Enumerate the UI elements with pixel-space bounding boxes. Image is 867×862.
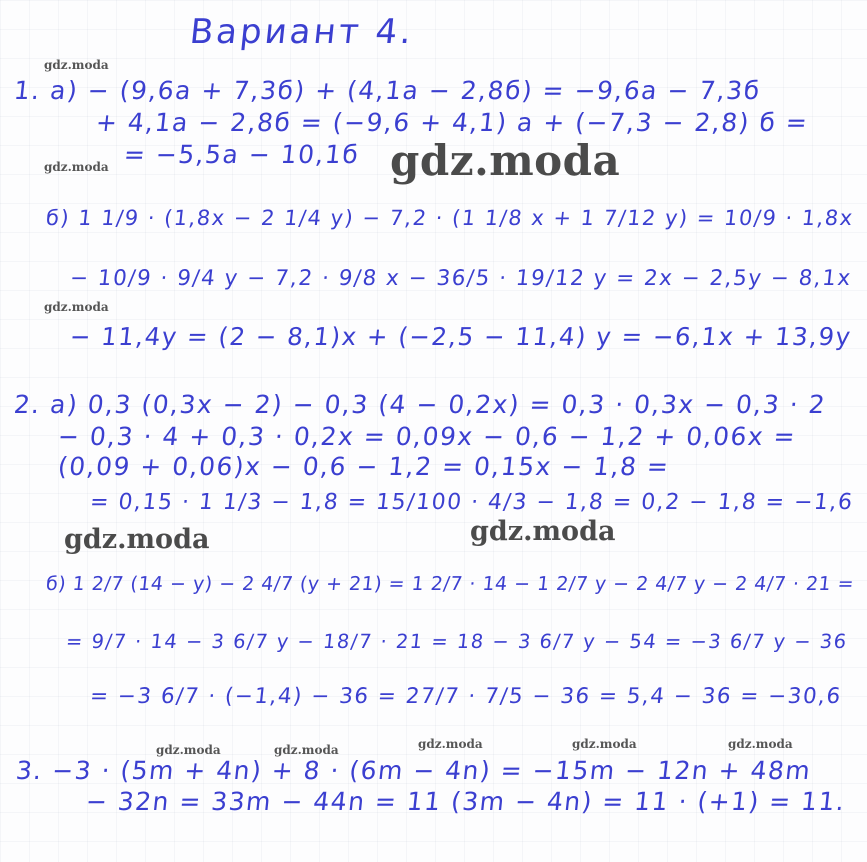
solution-line: + 4,1а − 2,8б = (−9,6 + 4,1) а + (−7,3 − 2,8) б =: [94, 108, 810, 137]
watermark: gdz.moda: [572, 737, 637, 751]
solution-line: − 32n = 33m − 44n = 11 (3m − 4n) = 11 · (+1) = 11.: [84, 787, 847, 816]
watermark: gdz.moda: [156, 743, 221, 757]
watermark-medium: gdz.moda: [470, 516, 616, 547]
solution-line: = 9/7 · 14 − 3 6/7 y − 18/7 · 21 = 18 − 3 6/7 y − 54 = −3 6/7 y − 36: [64, 630, 849, 653]
solution-line: (0,09 + 0,06)x − 0,6 − 1,2 = 0,15x − 1,8 =: [56, 452, 671, 481]
page-title: Вариант 4.: [187, 12, 417, 52]
watermark: gdz.moda: [418, 737, 483, 751]
watermark: gdz.moda: [728, 737, 793, 751]
solution-line: б) 1 2/7 (14 − y) − 2 4/7 (y + 21) = 1 2/7 · 14 − 1 2/7 y − 2 4/7 y − 2 4/7 · 21 =: [44, 573, 856, 595]
solution-line: 1. а) − (9,6а + 7,3б) + (4,1а − 2,8б) = −9,6а − 7,3б: [12, 76, 763, 105]
solution-line: = −5,5а − 10,1б: [122, 140, 361, 169]
solution-line: = 0,15 · 1 1/3 − 1,8 = 15/100 · 4/3 − 1,8 = 0,2 − 1,8 = −1,6: [88, 490, 855, 515]
watermark-large: gdz.moda: [390, 136, 621, 185]
watermark: gdz.moda: [44, 300, 109, 314]
solution-line: = −3 6/7 · (−1,4) − 36 = 27/7 · 7/5 − 36 = 5,4 − 36 = −30,6: [88, 684, 843, 709]
solution-line: 2. а) 0,3 (0,3x − 2) − 0,3 (4 − 0,2x) = 0,3 · 0,3x − 0,3 · 2: [12, 390, 828, 419]
solution-line: − 10/9 · 9/4 y − 7,2 · 9/8 x − 36/5 · 19/12 y = 2x − 2,5y − 8,1x: [68, 266, 853, 291]
solution-line: − 0,3 · 4 + 0,3 · 0,2x = 0,09x − 0,6 − 1,2 + 0,06x =: [56, 422, 798, 451]
watermark-medium: gdz.moda: [64, 524, 210, 555]
solution-line: 3. −3 · (5m + 4n) + 8 · (6m − 4n) = −15m − 12n + 48m: [14, 756, 813, 785]
watermark: gdz.moda: [274, 743, 339, 757]
solution-line: б) 1 1/9 · (1,8x − 2 1/4 y) − 7,2 · (1 1/8 x + 1 7/12 y) = 10/9 · 1,8x: [44, 206, 855, 230]
solution-line: − 11,4y = (2 − 8,1)x + (−2,5 − 11,4) y = −6,1x + 13,9y: [68, 322, 854, 351]
watermark: gdz.moda: [44, 160, 109, 174]
watermark: gdz.moda: [44, 58, 109, 72]
